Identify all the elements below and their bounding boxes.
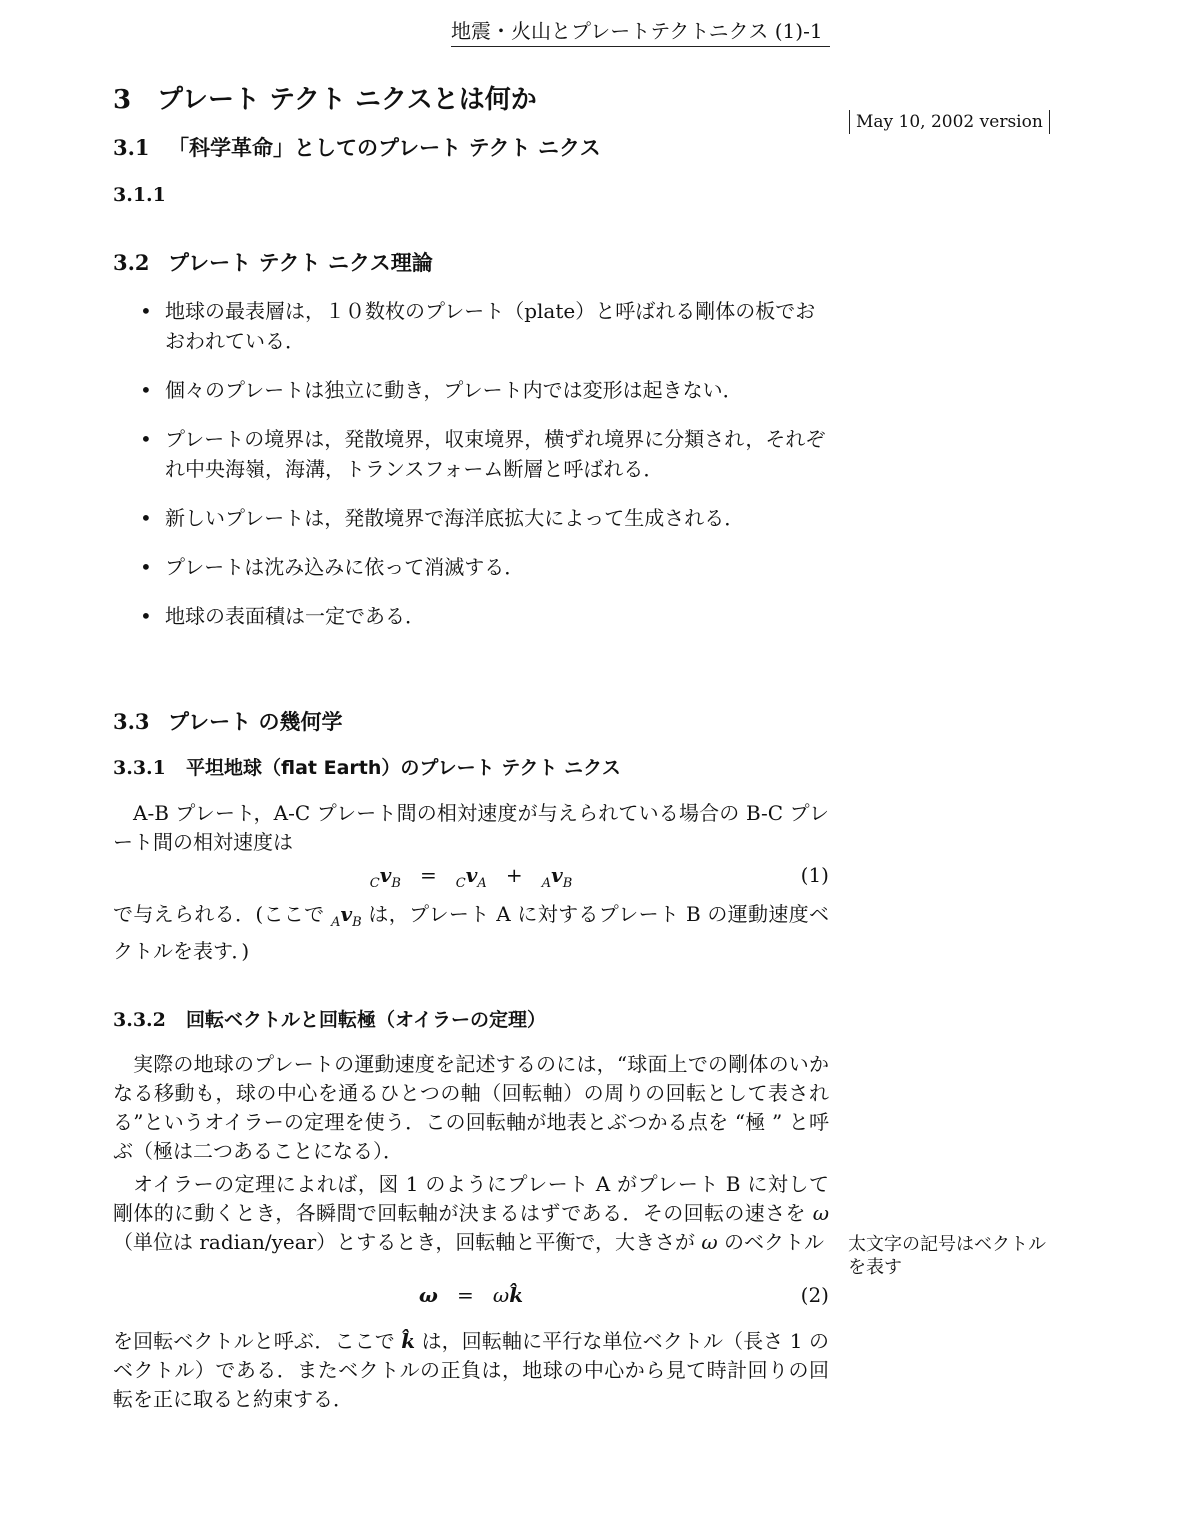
paragraph-rotation-vector [113, 1170, 829, 1257]
eq-vector: v [465, 863, 478, 887]
section-number: 3.2 [113, 250, 150, 275]
paragraph-3-3-1-after [113, 900, 829, 966]
section-title: 平坦地球（flat Earth）のプレート テクト ニクス [186, 757, 621, 779]
eq-subscript: B [352, 915, 362, 930]
section-number: 3.3.1 [113, 757, 166, 779]
bullet-item: • プレートは沈み込みに依って消滅する． [140, 552, 832, 582]
equation-2 [113, 1280, 829, 1310]
section-3-1-1-heading [113, 182, 186, 208]
bullet-item: • 地球の表面積は一定である． [140, 601, 832, 631]
eq-equals: = [457, 1283, 474, 1307]
section-number: 3.1.1 [113, 184, 166, 206]
section-3-3-1-heading [113, 755, 621, 781]
text-run: （単位は radian/year）とするとき，回転軸と平衡で，大きさが [113, 1230, 702, 1254]
text-run: のベクトル [717, 1230, 825, 1254]
paragraph-3-3-1-intro: A-B プレート，A-C プレート間の相対速度が与えられている場合の B-C プレート間の相対速度は [113, 801, 829, 854]
paragraph-unit-vector [113, 1327, 829, 1414]
text-run: オイラーの定理によれば，図 1 のようにプレート A がプレート B に対して剛体的に動くとき，各瞬間で回転軸が決まるはずである．その回転の速さを [113, 1172, 829, 1225]
bullet-item: • 個々のプレートは独立に動き，プレート内では変形は起きない． [140, 375, 832, 405]
bullet-item: • 新しいプレートは，発散境界で海洋底拡大によって生成される． [140, 503, 832, 533]
eq-subscript: B [391, 876, 401, 891]
eq-subscript: A [331, 915, 341, 930]
omega-symbol: ω [812, 1201, 829, 1225]
margin-note: 太文字の記号はベクトルを表す [848, 1234, 1046, 1278]
version-label: May 10, 2002 version [849, 110, 1050, 134]
equation-1-body [113, 860, 829, 899]
section-title: 「科学革命」としてのプレート テクト ニクス [168, 136, 601, 160]
section-3-3-heading [113, 708, 342, 736]
section-title: プレート テクト ニクス理論 [168, 251, 433, 275]
section-title: プレート の幾何学 [168, 710, 343, 734]
section-3-heading [113, 84, 537, 116]
equation-number: (2) [800, 1283, 829, 1307]
theory-bullet-list [140, 296, 832, 631]
eq-subscript: B [562, 876, 573, 891]
paragraph-euler-theorem: 実際の地球のプレートの運動速度を記述するのには，“球面上での剛体のいかなる移動も，球の中心を通るひとつの軸（回転軸）の周りの回転として表される”というオイラーの定理を使う．この回転軸が地表とぶつかる点を “極 ” と呼ぶ（極は二つあることになる）． [113, 1052, 829, 1163]
eq-subscript: A [541, 876, 552, 891]
eq-subscript: C [369, 876, 380, 891]
section-number: 3.3 [113, 709, 150, 734]
eq-subscript: C [455, 876, 466, 891]
section-title: 回転ベクトルと回転極（オイラーの定理） [186, 1009, 547, 1031]
bullet-item: • プレートの境界は，発散境界，収束境界，横ずれ境界に分類され，それぞれ中央海嶺，海溝，トランスフォーム断層と呼ばれる． [140, 424, 832, 484]
section-number: 3.3.2 [113, 1009, 166, 1031]
eq-subscript: A [477, 876, 487, 891]
eq-vector: k̂ [401, 1329, 416, 1353]
text-run: は，プレート A に対するプレート B の運動速度ベクトルを表す．) [113, 902, 829, 963]
eq-vector: v [551, 863, 563, 887]
section-3-1-heading [113, 134, 601, 162]
equation-2-body [113, 1280, 829, 1310]
section-3-3-2-heading [113, 1007, 546, 1033]
omega-symbol: ω [492, 1283, 510, 1307]
bullet-item: • 地球の最表層は，１０数枚のプレート（plate）と呼ばれる剛体の板でおおわれている． [140, 296, 832, 356]
eq-vector: k̂ [509, 1283, 524, 1307]
eq-vector: ω [418, 1283, 438, 1307]
eq-plus: + [505, 863, 523, 887]
running-head: 地震・火山とプレートテクトニクス (1)-1 [451, 18, 830, 47]
eq-vector: v [340, 902, 353, 926]
eq-vector: v [379, 863, 392, 887]
text-run: を回転ベクトルと呼ぶ．ここで [113, 1329, 402, 1353]
equation-number: (1) [800, 863, 829, 887]
section-title: プレート テクト ニクスとは何か [157, 85, 537, 115]
equation-1 [113, 860, 829, 890]
section-3-2-heading [113, 249, 433, 277]
section-number: 3 [113, 85, 132, 115]
text-run: は，回転軸に平行な単位ベクトル（長さ 1 のベクトル）である．またベクトルの正負は，地球の中心から見て時計回りの回転を正に取ると約束する． [113, 1329, 829, 1411]
eq-equals: = [419, 863, 437, 887]
text-run: で与えられる．(ここで [113, 902, 332, 926]
section-number: 3.1 [113, 135, 150, 160]
omega-symbol: ω [701, 1230, 718, 1254]
